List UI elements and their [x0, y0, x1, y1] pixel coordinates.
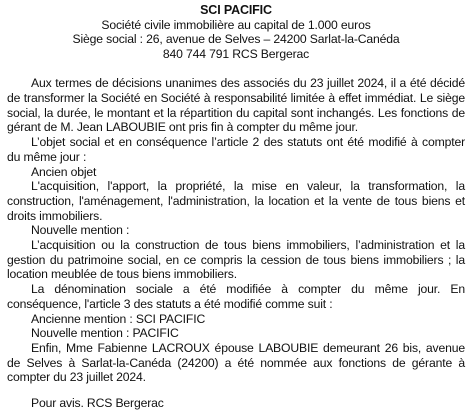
former-name-line: Ancienne mention : SCI PACIFIC: [31, 311, 206, 326]
new-object-text: L’acquisition ou la construction de tous biens immobiliers, l’administration et la gestion du patrimoine social, en ce compris la cession de tous biens immobiliers ; la location meublée de tous biens immobiliers.: [7, 238, 465, 282]
transformation-paragraph: Aux termes de décisions unanimes des associés du 23 juillet 2024, il a été décidé de transformer la Société en Société à responsabilité limitée à effet immédiat. Le siège social, la durée, le montant et la répartition du capital sont inchangés. Les fonctions de gérant de M. Jean LABOUBIE ont pris fin à compter du même jour.: [7, 76, 465, 135]
name-change-paragraph: La dénomination sociale a été modifiée à compter du même jour. En conséquence, l'article 3 des statuts a été modifié comme suit :: [7, 282, 465, 311]
old-object-text: L'acquisition, l'apport, la propriété, la mise en valeur, la transformation, la construction, l'aménagement, l'administration, la location et la vente de tous biens et droits immobiliers.: [7, 179, 465, 223]
company-title: SCI PACIFIC: [200, 3, 272, 17]
registered-office-line: Siège social : 26, avenue de Selves – 24200 Sarlat-la-Canéda: [72, 32, 400, 47]
new-name-line: Nouvelle mention : PACIFIC: [31, 326, 179, 341]
company-capital-line: Société civile immobilière au capital de 1.000 euros: [101, 17, 371, 32]
new-mention-label: Nouvelle mention :: [31, 223, 130, 238]
old-object-label: Ancien objet: [31, 164, 97, 179]
manager-appointment-paragraph: Enfin, Mme Fabienne LACROUX épouse LABOUBIE demeurant 26 bis, avenue de Selves à Sarlat-la-Canéda (24200) a été nommée aux fonctions de gérante à compter du 23 juillet 2024.: [7, 340, 465, 385]
object-change-paragraph: L’objet social et en conséquence l’article 2 des statuts ont été modifié à compter du même jour :: [7, 135, 465, 164]
closing-line: Pour avis. RCS Bergerac: [31, 396, 164, 411]
spacer: [7, 385, 465, 396]
spacer: [7, 62, 465, 77]
rcs-number-line: 840 744 791 RCS Bergerac: [162, 47, 310, 62]
